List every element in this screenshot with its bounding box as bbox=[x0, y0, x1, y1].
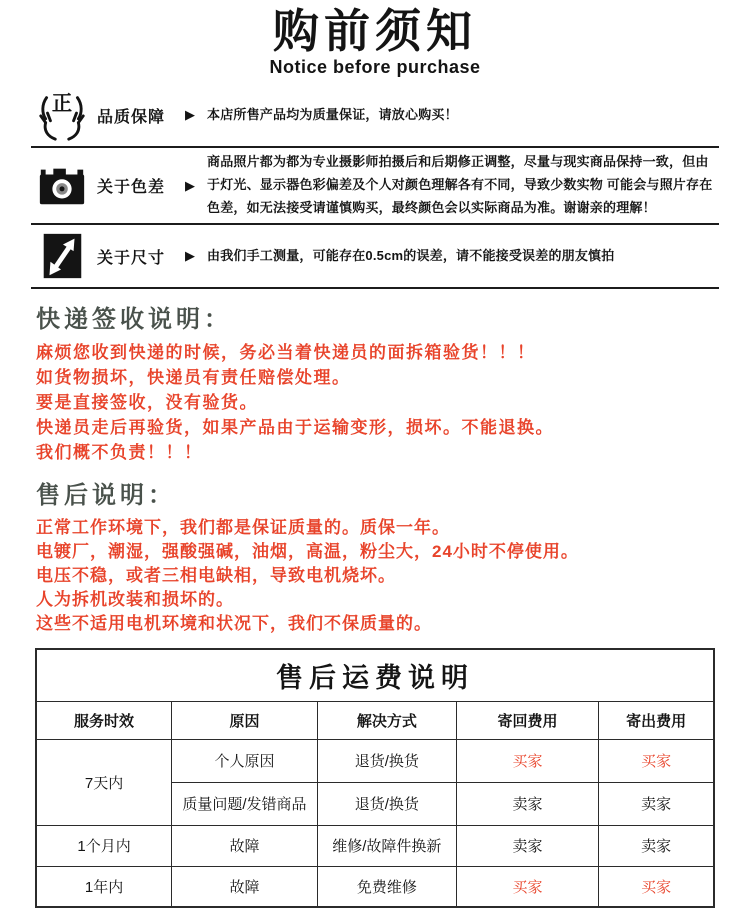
cell-solution: 免费维修 bbox=[317, 866, 456, 907]
triangle-bullet-icon: ▶ bbox=[185, 177, 195, 193]
cell-return-fee: 买家 bbox=[456, 866, 598, 907]
notice-text-color: 商品照片都为都为专业摄影师拍摄后和后期修正调整，尽量与现实商品保持一致，但由于灯光、显示器色彩偏差及个人对颜色理解各有不同，导致少数实物 可能会与照片存在色差，如无法接受请谨慎购买，最终颜色会以实际商品为准。谢谢亲的理解！ bbox=[207, 154, 713, 215]
triangle-bullet-icon: ▶ bbox=[185, 107, 195, 122]
aftersales-line: 正常工作环境下，我们都是保证质量的。质保一年。 bbox=[36, 518, 450, 537]
cell-solution: 维修/故障件换新 bbox=[317, 825, 456, 866]
notice-row-size bbox=[31, 225, 719, 289]
table-row bbox=[36, 825, 714, 866]
quality-guarantee-hands-icon bbox=[31, 88, 93, 142]
triangle-bullet-icon: ▶ bbox=[185, 248, 195, 263]
camera-icon bbox=[31, 160, 93, 212]
delivery-line: 麻烦您收到快递的时候，务必当着快递员的面拆箱验货！！！ bbox=[36, 343, 536, 362]
delivery-signoff-section bbox=[36, 299, 714, 465]
page-header bbox=[0, 0, 750, 84]
aftersales-section-heading: 售后说明： bbox=[36, 482, 176, 509]
notice-label-quality: 品质保障 bbox=[97, 108, 166, 126]
table-row bbox=[36, 866, 714, 907]
aftersales-line: 这些不适用电机环境和状况下，我们不保质量的。 bbox=[36, 614, 432, 633]
col-header-return-fee: 寄回费用 bbox=[456, 701, 598, 739]
cell-reason: 故障 bbox=[172, 866, 318, 907]
aftersales-line: 人为拆机改装和损坏的。 bbox=[36, 590, 234, 609]
cell-reason: 质量问题/发错商品 bbox=[172, 782, 318, 825]
col-header-solution: 解决方式 bbox=[317, 701, 456, 739]
notice-row-quality bbox=[31, 84, 719, 148]
delivery-line: 我们概不负责！！！ bbox=[36, 443, 203, 462]
cell-outbound-fee: 卖家 bbox=[599, 782, 714, 825]
aftersales-section bbox=[36, 475, 714, 636]
cell-outbound-fee: 买家 bbox=[599, 739, 714, 782]
svg-text:正: 正 bbox=[51, 93, 73, 116]
notice-row-color bbox=[31, 148, 719, 225]
notice-text-size: 由我们手工测量，可能存在0.5cm的误差，请不能接受误差的朋友慎拍 bbox=[207, 247, 615, 263]
shipping-fee-table bbox=[35, 648, 715, 908]
cell-solution: 退货/换货 bbox=[317, 782, 456, 825]
delivery-section-heading: 快递签收说明： bbox=[36, 306, 232, 333]
page-title: 购前须知 bbox=[273, 5, 477, 57]
col-header-outbound-fee: 寄出费用 bbox=[599, 701, 714, 739]
cell-reason: 故障 bbox=[172, 825, 318, 866]
col-header-reason: 原因 bbox=[172, 701, 318, 739]
cell-return-fee: 卖家 bbox=[456, 782, 598, 825]
delivery-line: 快递员走后再验货，如果产品由于运输变形，损坏。不能退换。 bbox=[36, 418, 554, 437]
cell-service-time: 1个月内 bbox=[36, 825, 172, 866]
notice-label-color: 关于色差 bbox=[97, 179, 166, 196]
cell-service-time: 7天内 bbox=[36, 739, 172, 825]
col-header-service-time: 服务时效 bbox=[36, 701, 172, 739]
aftersales-line: 电压不稳，或者三相电缺相，导致电机烧坏。 bbox=[36, 566, 396, 585]
aftersales-line: 电镀厂，潮湿，强酸强碱，油烟，高温，粉尘大，24小时不停使用。 bbox=[36, 542, 579, 561]
delivery-line: 要是直接签收，没有验货。 bbox=[36, 393, 258, 412]
page-subtitle: Notice before purchase bbox=[269, 56, 481, 77]
size-measure-icon bbox=[31, 230, 93, 282]
shipping-table-header-row bbox=[36, 701, 714, 739]
notice-label-size: 关于尺寸 bbox=[97, 249, 166, 267]
notice-text-quality: 本店所售产品均为质量保证，请放心购买！ bbox=[207, 106, 458, 122]
cell-service-time: 1年内 bbox=[36, 866, 172, 907]
cell-return-fee: 买家 bbox=[456, 739, 598, 782]
cell-outbound-fee: 买家 bbox=[599, 866, 714, 907]
cell-outbound-fee: 卖家 bbox=[599, 825, 714, 866]
delivery-line: 如货物损坏，快递员有责任赔偿处理。 bbox=[36, 368, 351, 387]
table-row bbox=[36, 739, 714, 782]
shipping-table-title: 售后运费说明 bbox=[36, 649, 714, 701]
cell-reason: 个人原因 bbox=[172, 739, 318, 782]
cell-solution: 退货/换货 bbox=[317, 739, 456, 782]
cell-return-fee: 卖家 bbox=[456, 825, 598, 866]
